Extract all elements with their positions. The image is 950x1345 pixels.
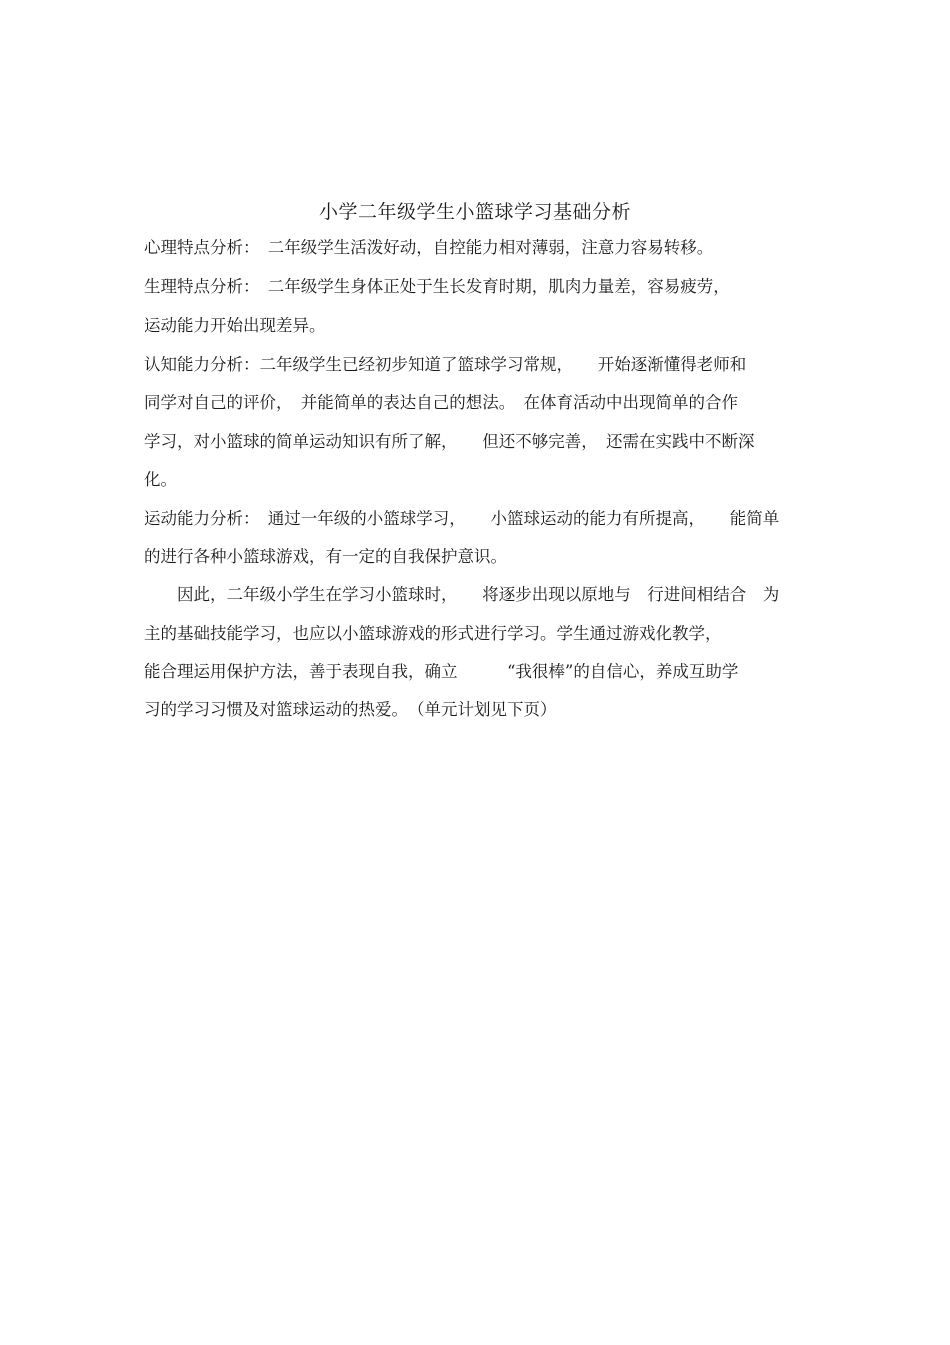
text-line-physiology-cont: 运动能力开始出现差异。 xyxy=(144,316,326,335)
text-line-psychology: 心理特点分析： 二年级学生活泼好动，自控能力相对薄弱，注意力容易转移。 xyxy=(144,238,714,257)
text-line-conclusion-3: 能合理运用保护方法，善于表现自我，确立 “我很棒”的自信心，养成互助学 xyxy=(144,662,739,681)
text-line-cognition: 认知能力分析：二年级学生已经初步知道了篮球学习常规， 开始逐渐懂得老师和 xyxy=(144,355,747,374)
text-line-conclusion-2: 主的基础技能学习，也应以小篮球游戏的形式进行学习。学生通过游戏化教学， xyxy=(144,624,722,643)
text-line-cognition-cont-3: 化。 xyxy=(144,470,177,489)
text-line-motor: 运动能力分析： 通过一年级的小篮球学习， 小篮球运动的能力有所提高， 能简单 xyxy=(144,509,780,528)
text-line-motor-cont: 的进行各种小篮球游戏，有一定的自我保护意识。 xyxy=(144,547,507,566)
text-line-physiology: 生理特点分析： 二年级学生身体正处于生长发育时期，肌肉力量差，容易疲劳， xyxy=(144,277,730,296)
text-line-cognition-cont-1: 同学对自己的评价， 并能简单的表达自己的想法。 在体育活动中出现简单的合作 xyxy=(144,393,738,412)
text-line-conclusion-4: 习的学习习惯及对篮球运动的热爱。 （单元计划见下页） xyxy=(144,700,557,719)
text-line-conclusion-1: 因此，二年级小学生在学习小篮球时， 将逐步出现以原地与 行进间相结合 为 xyxy=(144,585,780,604)
text-line-cognition-cont-2: 学习，对小篮球的简单运动知识有所了解， 但还不够完善， 还需在实践中不断深 xyxy=(144,432,755,451)
document-title: 小学二年级学生小篮球学习基础分析 xyxy=(318,201,631,223)
